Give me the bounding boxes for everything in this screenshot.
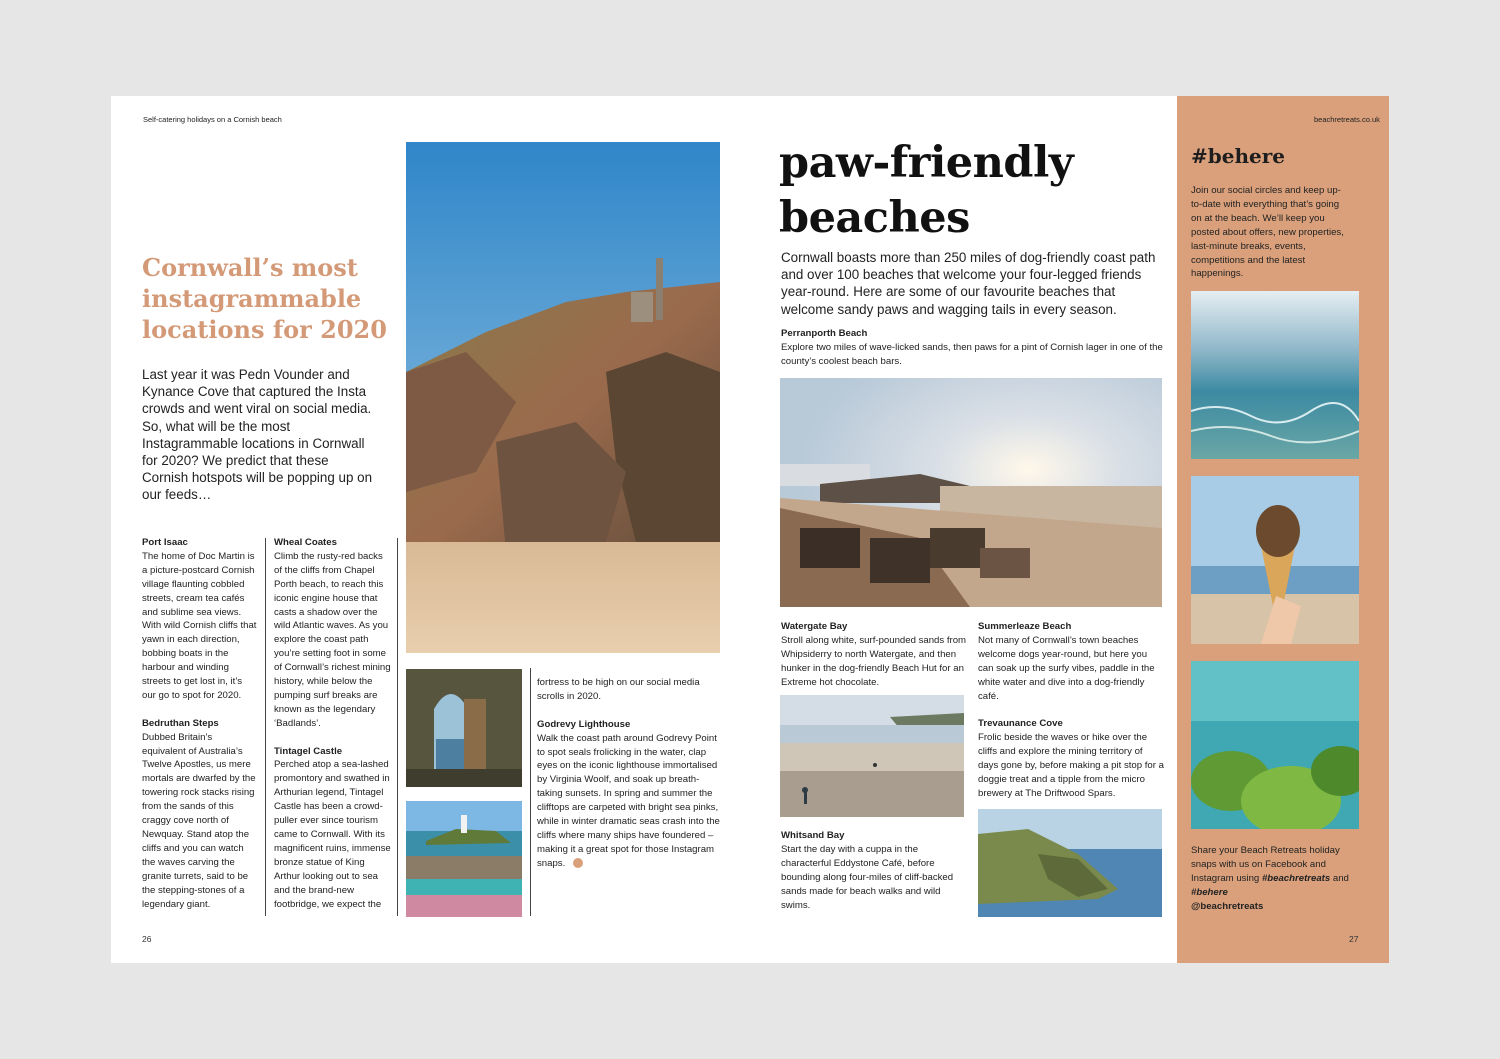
bedruthan-text: Dubbed Britain’s equivalent of Australia’s Twelve Apostles, us mere mortals are dwarfed by the towering rock stacks rising from the sands of this craggy cove north of Newquay. Stand atop the cliffs and you can watch the waves carving the granite turrets, said to be the stepping-stones of a legendary giant.: [142, 731, 256, 910]
and-word: and: [1332, 872, 1349, 884]
left-page-title: [142, 252, 412, 345]
whitsand-heading: Whitsand Bay: [781, 830, 845, 841]
summerleaze-heading: Summerleaze Beach: [978, 621, 1072, 632]
port-isaac-text: The home of Doc Martin is a picture-postcard Cornish village flaunting cobbled streets, cream tea cafés and sublime sea views. With wild Cornish cliffs that yawn in each direction, bobbing boats in the harbour and winding streets to get lost in, it’s our go to spot for 2020.: [142, 550, 257, 701]
running-head-left: Self-catering holidays on a Cornish beach: [143, 115, 282, 124]
left-title-line-3: locations for 2020: [142, 315, 387, 344]
whitsand-block: [781, 829, 967, 926]
page-number-left: 26: [142, 934, 152, 944]
left-column-1: [142, 536, 258, 925]
trevaunance-heading: Trevaunance Cove: [978, 718, 1063, 730]
sidebar-outro-text: Share your Beach Retreats holiday snaps with us on Facebook and Instagram using: [1191, 845, 1340, 884]
whitsand-text: Start the day with a cuppa in the characterful Eddystone Café, before bounding along four-miles of cliff-backed sands made for beach walks and wild swims.: [781, 843, 954, 911]
right-page-title: [779, 136, 1159, 246]
trevaunance-cliff-photo: [978, 809, 1162, 917]
trevaunance-text: Frolic beside the waves or hike over the cliffs and explore the mining territory of days gone by, before making a pit stop for a doggie treat and a tipple from the micro brewery at The Driftwood Spars.: [978, 732, 1164, 799]
page-number-right: 27: [1349, 934, 1359, 944]
port-isaac-heading: Port Isaac: [142, 537, 188, 548]
sidebar-outro: [1191, 844, 1351, 914]
left-title-line-2: instagrammable: [142, 284, 362, 313]
hashtag-behere[interactable]: #behere: [1191, 886, 1228, 898]
perranporth-terrace-photo: [780, 378, 1162, 607]
sea-water-photo: [1191, 291, 1359, 459]
ice-cream-photo: [1191, 476, 1359, 644]
godrevy-paragraph: [537, 732, 721, 871]
perranporth-text: Explore two miles of wave-licked sands, then paws for a pint of Cornish lager in one of the county’s coolest beach bars.: [781, 341, 1163, 367]
perranporth-block: [781, 327, 1166, 383]
right-title-line-2: beaches: [779, 193, 970, 243]
tintagel-archway-photo: [406, 669, 522, 787]
end-mark-icon: [573, 858, 583, 868]
right-title-line-1: paw-friendly: [779, 138, 1074, 188]
sidebar-intro: Join our social circles and keep up-to-date with everything that’s going on at the beach. We’ll keep you posted about offers, new properties, last-minute breaks, events, competitions and the latest happenings.: [1191, 185, 1344, 280]
column-divider: [530, 668, 531, 916]
column-divider: [397, 538, 398, 916]
wheal-coates-photo: [406, 142, 720, 653]
godrevy-heading: Godrevy Lighthouse: [537, 718, 631, 730]
right-intro: Cornwall boasts more than 250 miles of dog-friendly coast path and over 100 beaches that welcome your four-legged friends year-round. Here are some of our favourite beaches that welcome sandy paws and wagging tails in every season.: [781, 250, 1156, 317]
tintagel-continuation: fortress to be high on our social media scrolls in 2020.: [537, 677, 700, 702]
coastal-plants-photo: [1191, 661, 1359, 829]
watergate-block: [781, 620, 967, 703]
wheal-coates-text: Climb the rusty-red backs of the cliffs from Chapel Porth beach, to reach this iconic engine house that casts a shadow over the wild Atlantic waves. As you explore the coast path you’re setting foot in some of Cornwall’s richest mining history, while below the pumping surf breaks are known as the legendary ‘Badlands’.: [274, 550, 391, 729]
bedruthan-heading: Bedruthan Steps: [142, 717, 219, 729]
sidebar-hashtag: #behere: [1191, 144, 1285, 168]
hashtag-beachretreats[interactable]: #beachretreats: [1261, 872, 1331, 884]
left-column-3: [537, 676, 721, 885]
tintagel-heading: Tintagel Castle: [274, 745, 343, 757]
column-divider: [265, 538, 266, 916]
perranporth-heading: Perranporth Beach: [781, 328, 868, 339]
tintagel-text: Perched atop a sea-lashed promontory and swathed in Arthurian legend, Tintagel Castle has been a crowd-puller ever since tourism came to Cornwall. With its magnificent ruins, immense bronze statue of King Arthur looking out to sea and the brand-new footbridge, we expect the: [274, 759, 391, 910]
instagram-handle[interactable]: @beachretreats: [1191, 900, 1264, 912]
godrevy-text: Walk the coast path around Godrevy Point to spot seals frolicking in the water, clap eyes on the iconic lighthouse immortalised by Virginia Woolf, and soak up breath-taking sunsets. In spring and summer the clifftops are carpeted with bright sea pinks, while in winter dramatic seas crash into the cliffs where many ships have foundered – making it a great spot for those Instagram snaps.: [537, 732, 720, 869]
left-column-2: [274, 536, 392, 925]
summerleaze-text: Not many of Cornwall’s town beaches welcome dogs year-round, but here you can soak up the surfy vibes, paddle in the white water and dive into a dog-friendly café.: [978, 634, 1155, 702]
watergate-beach-photo: [780, 695, 964, 817]
summerleaze-block: [978, 620, 1164, 815]
godrevy-lighthouse-photo: [406, 801, 522, 917]
left-intro: Last year it was Pedn Vounder and Kynance Cove that captured the Insta crowds and went viral on social media. So, what will be the most Instagrammable locations in Cornwall for 2020? We predict that these Cornish hotspots will be popping up on our feeds…: [142, 367, 373, 503]
running-head-right: beachretreats.co.uk: [1314, 115, 1380, 124]
watergate-heading: Watergate Bay: [781, 621, 848, 632]
watergate-text: Stroll along white, surf-pounded sands from Whipsiderry to north Watergate, and then hunker in the dog-friendly Beach Hut for an Extreme hot chocolate.: [781, 634, 967, 688]
magazine-spread: [111, 96, 1389, 963]
left-title-line-1: Cornwall’s most: [142, 253, 358, 282]
wheal-coates-heading: Wheal Coates: [274, 537, 337, 548]
social-sidebar: [1177, 96, 1389, 963]
